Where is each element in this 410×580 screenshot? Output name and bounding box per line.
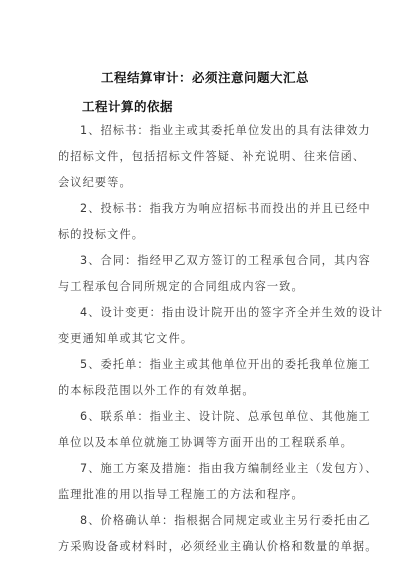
- item-line: 1、招标书：指业主或其委托单位发出的具有法律效力: [80, 124, 371, 137]
- item-line: 与工程承包合同所规定的合同组成内容一致。: [58, 280, 304, 293]
- section-heading: 工程计算的依据: [82, 99, 174, 114]
- item-line: 6、联系单：指业主、设计院、总承包单位、其他施工: [80, 410, 371, 423]
- list-item: [58, 248, 371, 300]
- document-title: 工程结算审计：必须注意问题大汇总: [100, 70, 309, 85]
- list-item: [58, 196, 371, 248]
- item-line: 7、施工方案及措施：指由我方编制经业主（发包方）、: [80, 462, 378, 475]
- list-item: [58, 352, 371, 404]
- item-line: 方采购设备或材料时，必须经业主确认价格和数量的单据。: [58, 540, 378, 553]
- item-line: 4、设计变更：指由设计院开出的签字齐全并生效的设计: [80, 306, 384, 319]
- item-line: 变更通知单或其它文件。: [58, 332, 194, 345]
- item-line: 3、合同：指经甲乙双方签订的工程承包合同，其内容: [80, 254, 371, 267]
- list-item: [58, 118, 371, 196]
- item-line: 标的投标文件。: [58, 228, 145, 241]
- item-line: 监理批准的用以指导工程施工的方法和程序。: [58, 488, 304, 501]
- item-line: 单位以及本单位就施工协调等方面开出的工程联系单。: [58, 436, 353, 449]
- list-item: [58, 508, 378, 560]
- list-item: [58, 300, 384, 352]
- list-item: [58, 404, 371, 456]
- item-line: 会议纪要等。: [58, 176, 132, 189]
- item-line: 的招标文件，包括招标文件答疑、补充说明、往来信函、: [58, 150, 366, 163]
- item-line: 5、委托单：指业主或其他单位开出的委托我单位施工: [80, 358, 371, 371]
- item-line: 的本标段范围以外工作的有效单据。: [58, 384, 255, 397]
- item-line: 8、价格确认单：指根据合同规定或业主另行委托由乙: [80, 514, 371, 527]
- item-line: 2、投标书：指我方为响应招标书而投出的并且已经中: [80, 202, 371, 215]
- item-list: [58, 118, 384, 560]
- list-item: [58, 456, 378, 508]
